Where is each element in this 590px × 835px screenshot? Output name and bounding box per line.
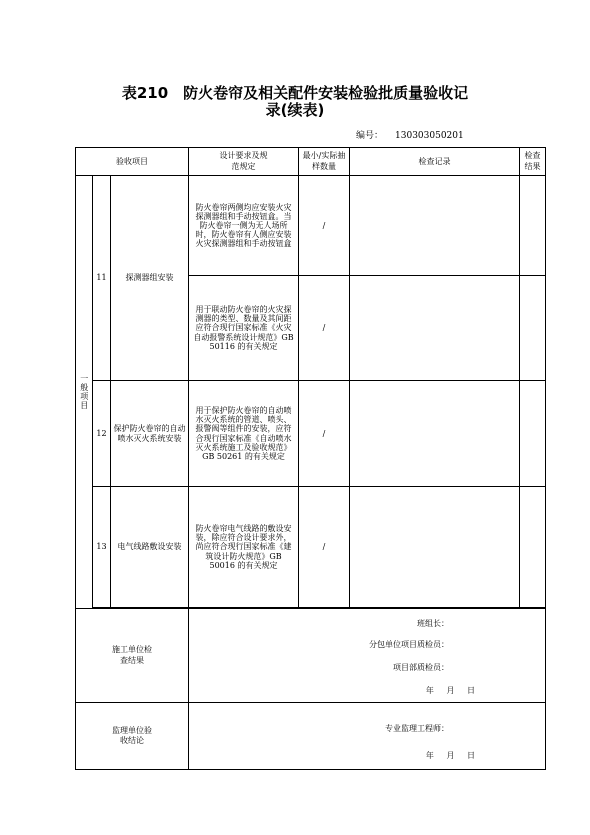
header-sampling: 最小/实际抽样数量: [299, 148, 350, 176]
construction-date: 年 月 日: [425, 686, 475, 695]
item-name: 电气线路敷设安装: [111, 487, 189, 608]
item-no: 12: [93, 381, 111, 487]
item-name: 保护防火卷帘的自动喷水灭火系统安装: [111, 381, 189, 487]
check-record-cell[interactable]: [350, 487, 520, 608]
team-leader-label: 班组长：: [417, 619, 449, 628]
supervision-label: 监理单位验收结论: [76, 703, 189, 770]
inspection-table: [75, 147, 546, 770]
category-cell: 一般项目: [76, 176, 93, 609]
design-requirement: 用于保护防火卷帘的自动喷水灭火系统的管道、喷头、报警阀等组件的安装，应符合现行国家标准《自动喷水灭火系统施工及验收规范》GB 50261 的有关规定: [189, 381, 299, 487]
design-requirement: 防火卷帘电气线路的敷设安装，除应符合设计要求外，尚应符合现行国家标准《建筑设计防火规范》GB 50016 的有关规定: [189, 487, 299, 608]
sub-inspector-label: 分包单位项目质检员：: [369, 640, 449, 649]
dept-inspector-label: 项目部质检员：: [393, 663, 449, 672]
check-result-cell[interactable]: [520, 276, 546, 381]
check-record-cell[interactable]: [350, 176, 520, 276]
check-record-cell[interactable]: [350, 381, 520, 487]
construction-label: 施工单位检查结果: [76, 609, 189, 703]
check-record-cell[interactable]: [350, 276, 520, 381]
item-no: 13: [93, 487, 111, 608]
construction-signatures[interactable]: [189, 609, 546, 703]
table-row: [76, 176, 546, 276]
page-title-continued: 录(续表): [265, 101, 325, 119]
document-code: [356, 128, 476, 141]
supervision-engineer-label: 专业监理工程师：: [385, 724, 449, 733]
header-result: 检查结果: [520, 148, 546, 176]
sampling-value: /: [299, 487, 350, 608]
header-row: [76, 148, 546, 176]
construction-row: [76, 609, 546, 703]
sampling-value: /: [299, 276, 350, 381]
page-title: 表210 防火卷帘及相关配件安装检验批质量验收记: [121, 84, 469, 102]
sampling-value: /: [299, 381, 350, 487]
item-name: 探测器组安装: [111, 176, 189, 381]
table-row: [76, 381, 546, 487]
code-label: 编号：: [356, 131, 384, 141]
supervision-date: 年 月 日: [425, 751, 475, 760]
table-row: [76, 487, 546, 608]
header-design-req: 设计要求及规范规定: [189, 148, 299, 176]
supervision-signatures[interactable]: [189, 703, 546, 770]
header-record: 检查记录: [350, 148, 520, 176]
check-result-cell[interactable]: [520, 176, 546, 276]
sampling-value: /: [299, 176, 350, 276]
supervision-row: [76, 703, 546, 770]
item-no: 11: [93, 176, 111, 381]
code-value: 130303050201: [395, 131, 464, 141]
header-item: 验收项目: [76, 148, 189, 176]
design-requirement: 防火卷帘两侧均应安装火灾探测器组和手动按钮盒。当防火卷帘一侧为无人场所时，防火卷帘有人侧应安装火灾探测器组和手动按钮盒: [189, 176, 299, 276]
design-requirement: 用于联动防火卷帘的火灾探测器的类型、数量及其间距应符合现行国家标准《火灾自动报警系统设计规范》GB 50116 的有关规定: [189, 276, 299, 381]
check-result-cell[interactable]: [520, 381, 546, 487]
check-result-cell[interactable]: [520, 487, 546, 608]
